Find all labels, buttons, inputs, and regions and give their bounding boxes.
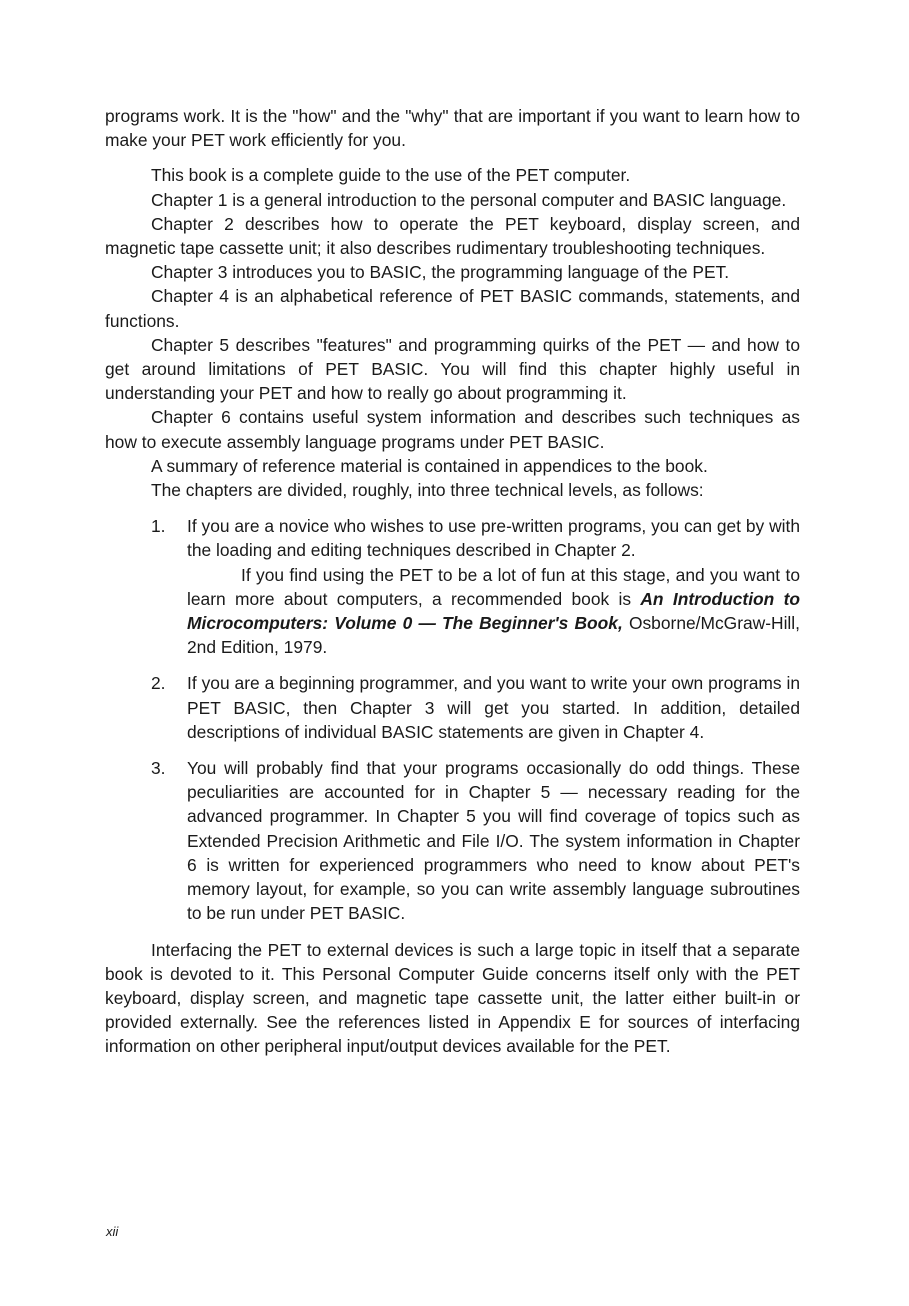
paragraph-levels-intro: The chapters are divided, roughly, into three technical levels, as follows: — [151, 480, 704, 501]
list-item — [105, 671, 800, 744]
list-item-number: 3. — [151, 758, 166, 779]
list-item-text: If you are a beginning programmer, and you want to write your own programs in PET BASIC, then Chapter 3 will get you started. In addition, detailed descriptions of individual BASIC statements are given in Chapter 4. — [187, 673, 800, 742]
text-column — [105, 104, 800, 1059]
list-item-text: You will probably find that your programs occasionally do odd things. These peculiarities are accounted for in Chapter 5 — necessary reading for the advanced programmer. In Chapter 5 you will find coverage of topics such as Extended Precision Arithmetic and File I/O. The system information in Chapter 6 is written for experienced programmers who need to know about PET's memory layout, for example, so you can write assembly language subroutines to be run under PET BASIC. — [187, 758, 800, 924]
paragraph-chapter-5: Chapter 5 describes "features" and programming quirks of the PET — and how to get around limitations of PET BASIC. You will find this chapter highly useful in understanding your PET and how to really go about programming it. — [105, 334, 800, 404]
list-item-text: If you are a novice who wishes to use pre-written programs, you can get by with the loading and editing techniques described in Chapter 2. — [187, 516, 800, 561]
paragraph-appendices: A summary of reference material is contained in appendices to the book. — [151, 455, 708, 476]
paragraph-chapter-4: Chapter 4 is an alphabetical reference of PET BASIC commands, statements, and functions. — [105, 286, 800, 331]
paragraph-book-guide: This book is a complete guide to the use of the PET computer. — [151, 165, 631, 186]
paragraph-chapter-6: Chapter 6 contains useful system information and describes such techniques as how to execute assembly language programs under PET BASIC. — [105, 407, 800, 452]
technical-levels-list — [105, 514, 800, 925]
list-item-number: 1. — [151, 516, 166, 537]
list-item — [105, 514, 800, 659]
list-item-number: 2. — [151, 673, 166, 694]
paragraph-chapter-1: Chapter 1 is a general introduction to the personal computer and BASIC language. — [151, 189, 787, 210]
list-item — [105, 756, 800, 925]
paragraph-chapter-3: Chapter 3 introduces you to BASIC, the programming language of the PET. — [151, 262, 730, 283]
paragraph-chapter-2: Chapter 2 describes how to operate the PET keyboard, display screen, and magnetic tape cassette unit; it also describes rudimentary troubleshooting techniques. — [105, 213, 800, 259]
recommended-book-title: An Introduction to Microcomputers: Volume 0 — The Beginner's Book, — [187, 588, 801, 634]
paragraph-continuation: programs work. It is the "how" and the "why" that are important if you want to learn how to make your PET work efficiently for you. — [105, 106, 800, 151]
sub-tail-text: Osborne/McGraw-Hill, 2nd Edition, 1979. — [187, 613, 800, 658]
list-item-subparagraph — [187, 563, 800, 660]
sub-lead-text: If you find using the PET to be a lot of fun at this stage, and you want to learn more about computers, a recommended book is — [187, 564, 800, 609]
page-number: xii — [106, 1224, 119, 1239]
paragraph-interfacing: Interfacing the PET to external devices is such a large topic in itself that a separate book is devoted to it. This Personal Computer Guide concerns itself only with the PET keyboard, display screen, and magnetic tape cassette unit, the latter either built-in or provided externally. See the references listed in Appendix E for sources of interfacing information on other peripheral input/output devices available for the PET. — [105, 939, 800, 1057]
